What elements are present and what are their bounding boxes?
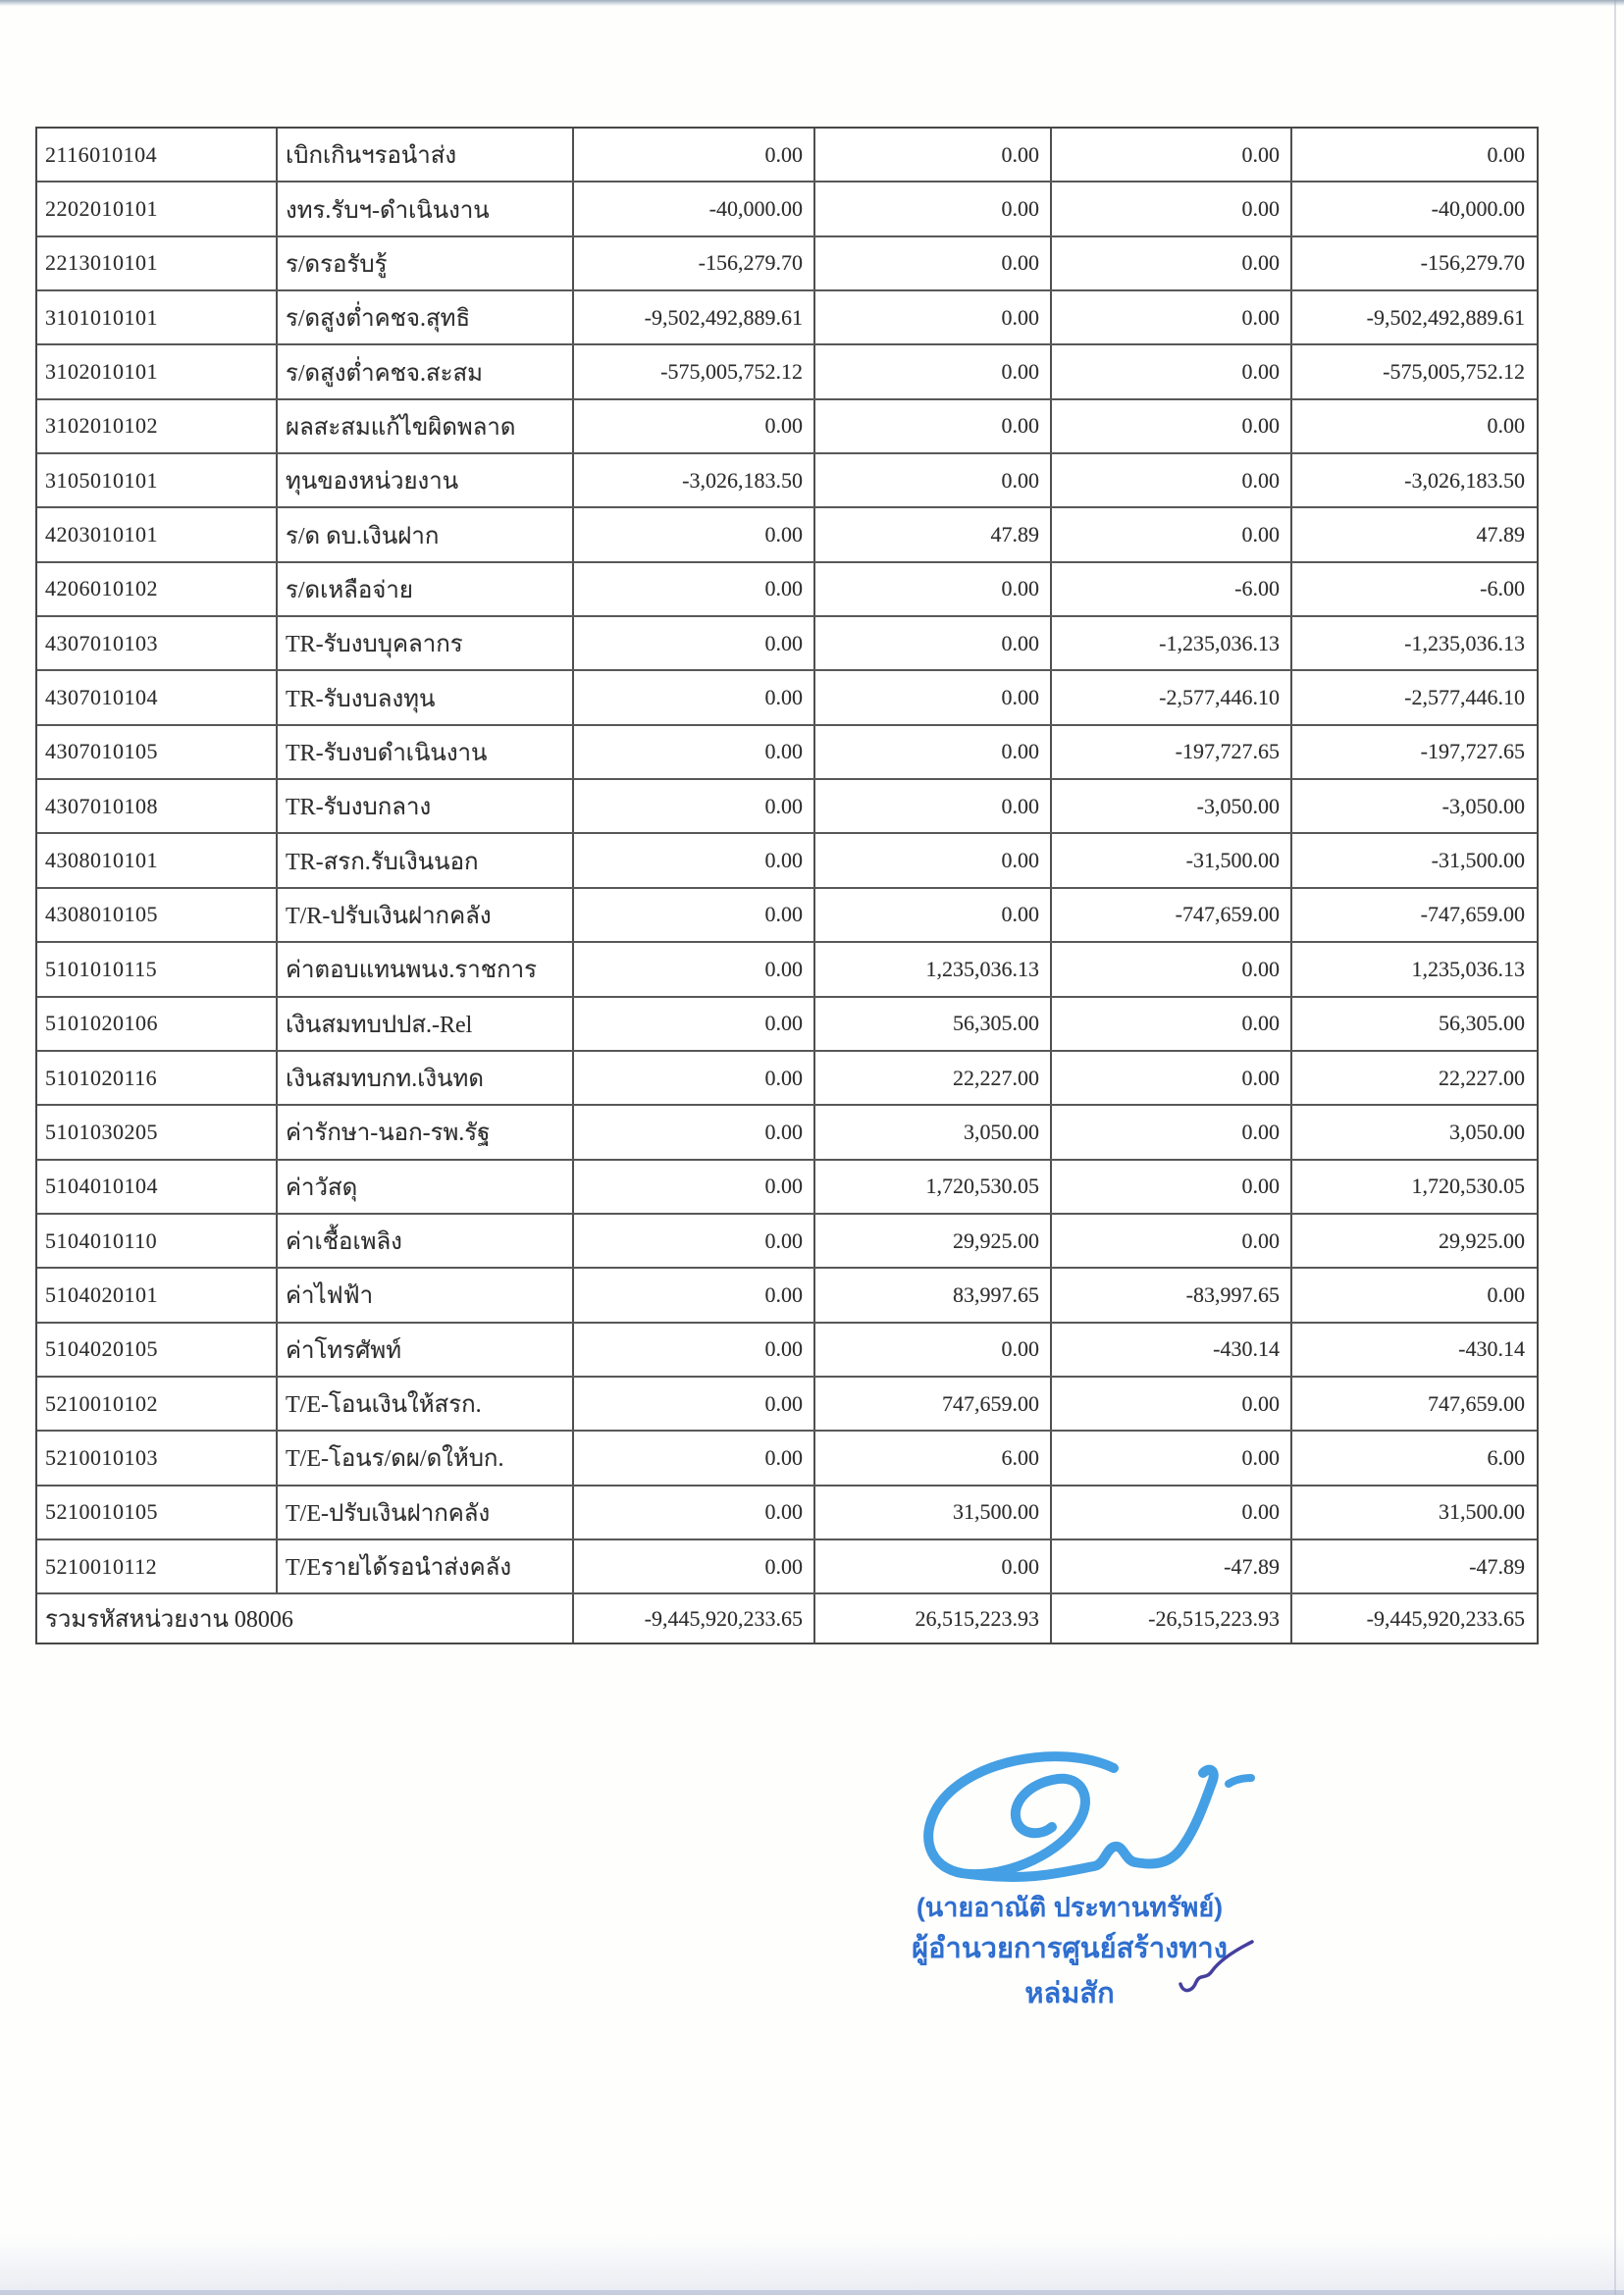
- table-row: [37, 943, 1537, 997]
- amount-cell: 0.00: [1487, 1281, 1525, 1307]
- amount-cell: 0.00: [1052, 454, 1292, 506]
- amount-cell: 0.00: [574, 1052, 815, 1104]
- table-row: [37, 1106, 1537, 1160]
- account-code-cell: 2116010104: [37, 129, 278, 181]
- account-name-cell: ร/ดสูงต่ำคชจ.สุทธิ: [278, 291, 574, 343]
- account-name-cell: ร/ดเหลือจ่าย: [278, 563, 574, 615]
- amount-cell: 747,659.00: [1428, 1390, 1525, 1416]
- account-name-cell: TR-รับงบบุคลากร: [278, 617, 574, 669]
- amount-cell: 0.00: [574, 1540, 815, 1592]
- ledger-table: [35, 127, 1539, 1644]
- amount-cell: 0.00: [1052, 508, 1292, 560]
- account-code-cell: 5101010115: [37, 943, 278, 995]
- amount-cell: -430.14: [1458, 1336, 1525, 1362]
- account-code-cell: 2213010101: [37, 237, 278, 289]
- account-name-cell: TR-สรก.รับเงินนอก: [278, 834, 574, 886]
- amount-cell: 0.00: [815, 726, 1052, 778]
- table-row: [37, 1487, 1537, 1540]
- account-code-cell: 4307010105: [37, 726, 278, 778]
- account-code-cell: 5210010112: [37, 1540, 278, 1592]
- total-row: [37, 1594, 1537, 1643]
- amount-cell: -9,502,492,889.61: [1366, 304, 1525, 330]
- amount-cell: -156,279.70: [574, 237, 815, 289]
- table-row: [37, 291, 1537, 345]
- amount-cell: 0.00: [574, 726, 815, 778]
- total-amount-cell: -26,515,223.93: [1052, 1594, 1292, 1643]
- amount-cell: 0.00: [574, 943, 815, 995]
- amount-cell: 1,720,530.05: [1411, 1174, 1525, 1199]
- amount-cell: -575,005,752.12: [1383, 359, 1525, 385]
- amount-cell: 0.00: [574, 834, 815, 886]
- table-row: [37, 237, 1537, 291]
- scan-right-edge-artifact: [1614, 0, 1616, 2295]
- amount-cell: 0.00: [574, 508, 815, 560]
- amount-cell: 0.00: [574, 1215, 815, 1267]
- account-code-cell: 4307010104: [37, 671, 278, 723]
- amount-cell: -31,500.00: [1431, 848, 1525, 873]
- table-row: [37, 563, 1537, 617]
- account-name-cell: ค่าวัสดุ: [278, 1161, 574, 1213]
- table-row: [37, 780, 1537, 834]
- account-code-cell: 2202010101: [37, 183, 278, 235]
- amount-cell: 0.00: [1052, 1215, 1292, 1267]
- account-name-cell: เงินสมทบปปส.-Rel: [278, 998, 574, 1050]
- account-code-cell: 3102010101: [37, 345, 278, 397]
- amount-cell: 0.00: [574, 1106, 815, 1158]
- amount-cell: -430.14: [1052, 1324, 1292, 1376]
- amount-cell: -3,050.00: [1052, 780, 1292, 832]
- table-row: [37, 508, 1537, 562]
- table-row: [37, 998, 1537, 1052]
- amount-cell: 0.00: [574, 889, 815, 941]
- amount-cell: -2,577,446.10: [1404, 685, 1525, 710]
- amount-cell: -31,500.00: [1052, 834, 1292, 886]
- amount-cell: 0.00: [815, 291, 1052, 343]
- account-name-cell: T/R-ปรับเงินฝากคลัง: [278, 889, 574, 941]
- amount-cell: 0.00: [815, 834, 1052, 886]
- amount-cell: 1,720,530.05: [815, 1161, 1052, 1213]
- table-row: [37, 183, 1537, 236]
- account-code-cell: 5210010102: [37, 1378, 278, 1430]
- account-code-cell: 4308010101: [37, 834, 278, 886]
- account-code-cell: 4206010102: [37, 563, 278, 615]
- amount-cell: -47.89: [1052, 1540, 1292, 1592]
- amount-cell: 0.00: [574, 400, 815, 452]
- account-name-cell: T/E-โอนเงินให้สรก.: [278, 1378, 574, 1430]
- account-code-cell: 5101020116: [37, 1052, 278, 1104]
- amount-cell: 747,659.00: [815, 1378, 1052, 1430]
- table-row: [37, 1378, 1537, 1432]
- amount-cell: 0.00: [574, 1487, 815, 1539]
- amount-cell: 47.89: [815, 508, 1052, 560]
- amount-cell: 0.00: [574, 780, 815, 832]
- account-name-cell: TR-รับงบดำเนินงาน: [278, 726, 574, 778]
- amount-cell: 31,500.00: [1439, 1499, 1525, 1525]
- amount-cell: 0.00: [815, 671, 1052, 723]
- amount-cell: 0.00: [574, 1432, 815, 1484]
- amount-cell: -747,659.00: [1420, 902, 1525, 927]
- account-code-cell: 4308010105: [37, 889, 278, 941]
- amount-cell: -47.89: [1469, 1553, 1525, 1579]
- amount-cell: 0.00: [574, 1324, 815, 1376]
- amount-cell: 1,235,036.13: [1411, 956, 1525, 981]
- amount-cell: 0.00: [1052, 943, 1292, 995]
- account-name-cell: TR-รับงบลงทุน: [278, 671, 574, 723]
- account-code-cell: 4307010108: [37, 780, 278, 832]
- amount-cell: 0.00: [815, 183, 1052, 235]
- amount-cell: 22,227.00: [1439, 1065, 1525, 1090]
- amount-cell: 0.00: [574, 671, 815, 723]
- account-code-cell: 5210010103: [37, 1432, 278, 1484]
- scan-top-edge-artifact: [0, 0, 1624, 6]
- amount-cell: 83,997.65: [815, 1269, 1052, 1321]
- amount-cell: 0.00: [574, 563, 815, 615]
- amount-cell: 0.00: [1052, 129, 1292, 181]
- amount-cell: 0.00: [1052, 1487, 1292, 1539]
- amount-cell: -40,000.00: [1431, 196, 1525, 222]
- amount-cell: 56,305.00: [815, 998, 1052, 1050]
- amount-cell: -2,577,446.10: [1052, 671, 1292, 723]
- amount-cell: 0.00: [1052, 1432, 1292, 1484]
- amount-cell: 6.00: [1487, 1444, 1525, 1470]
- table-row: [37, 1215, 1537, 1269]
- amount-cell: -40,000.00: [574, 183, 815, 235]
- table-row: [37, 1324, 1537, 1378]
- scan-bottom-edge-artifact: [0, 2290, 1624, 2295]
- account-code-cell: 4203010101: [37, 508, 278, 560]
- amount-cell: 0.00: [574, 129, 815, 181]
- amount-cell: 0.00: [815, 780, 1052, 832]
- table-row: [37, 671, 1537, 725]
- account-name-cell: ค่าโทรศัพท์: [278, 1324, 574, 1376]
- table-row: [37, 345, 1537, 399]
- account-code-cell: 5210010105: [37, 1487, 278, 1539]
- account-name-cell: T/Eรายได้รอนำส่งคลัง: [278, 1540, 574, 1592]
- amount-cell: -6.00: [1052, 563, 1292, 615]
- amount-cell: 0.00: [1052, 291, 1292, 343]
- account-name-cell: ทุนของหน่วยงาน: [278, 454, 574, 506]
- table-row: [37, 454, 1537, 508]
- account-code-cell: 3105010101: [37, 454, 278, 506]
- amount-cell: 0.00: [1052, 1106, 1292, 1158]
- amount-cell: 0.00: [815, 129, 1052, 181]
- account-name-cell: งทร.รับฯ-ดำเนินงาน: [278, 183, 574, 235]
- amount-cell: 0.00: [1052, 345, 1292, 397]
- amount-cell: 0.00: [1052, 1161, 1292, 1213]
- table-row: [37, 1432, 1537, 1486]
- signature-scribble-icon: [913, 1747, 1256, 1894]
- amount-cell: 6.00: [815, 1432, 1052, 1484]
- amount-cell: -1,235,036.13: [1052, 617, 1292, 669]
- account-name-cell: ผลสะสมแก้ไขผิดพลาด: [278, 400, 574, 452]
- amount-cell: 0.00: [574, 1269, 815, 1321]
- scan-bottom-band-artifact: [0, 2234, 1624, 2295]
- signer-name: (นายอาณัติ ประทานทรัพย์): [916, 1893, 1224, 1922]
- amount-cell: 29,925.00: [815, 1215, 1052, 1267]
- amount-cell: 3,050.00: [1449, 1119, 1525, 1144]
- amount-cell: 31,500.00: [815, 1487, 1052, 1539]
- account-code-cell: 5104020105: [37, 1324, 278, 1376]
- account-name-cell: ร/ดรอรับรู้: [278, 237, 574, 289]
- amount-cell: -3,050.00: [1441, 793, 1525, 818]
- amount-cell: 0.00: [574, 998, 815, 1050]
- table-row: [37, 129, 1537, 183]
- table-row: [37, 834, 1537, 888]
- account-name-cell: T/E-โอนร/ดผ/ดให้บก.: [278, 1432, 574, 1484]
- amount-cell: 56,305.00: [1439, 1011, 1525, 1036]
- amount-cell: 0.00: [1487, 141, 1525, 167]
- account-code-cell: 5104010110: [37, 1215, 278, 1267]
- amount-cell: 0.00: [1052, 237, 1292, 289]
- account-name-cell: เงินสมทบกท.เงินทด: [278, 1052, 574, 1104]
- amount-cell: 29,925.00: [1439, 1227, 1525, 1253]
- table-row: [37, 1052, 1537, 1106]
- account-name-cell: T/E-ปรับเงินฝากคลัง: [278, 1487, 574, 1539]
- amount-cell: -197,727.65: [1052, 726, 1292, 778]
- signer-title: ผู้อำนวยการศูนย์สร้างทางหล่มสัก: [912, 1933, 1228, 2009]
- total-label-cell: รวมรหัสหน่วยงาน 08006: [37, 1594, 574, 1643]
- amount-cell: -3,026,183.50: [1404, 467, 1525, 493]
- amount-cell: 0.00: [815, 563, 1052, 615]
- amount-cell: 0.00: [815, 345, 1052, 397]
- amount-cell: -747,659.00: [1052, 889, 1292, 941]
- amount-cell: 0.00: [815, 1324, 1052, 1376]
- account-name-cell: ค่าตอบแทนพนง.ราชการ: [278, 943, 574, 995]
- amount-cell: -575,005,752.12: [574, 345, 815, 397]
- account-name-cell: ร/ด ดบ.เงินฝาก: [278, 508, 574, 560]
- account-code-cell: 3101010101: [37, 291, 278, 343]
- signature-block: [864, 1737, 1295, 2011]
- amount-cell: 22,227.00: [815, 1052, 1052, 1104]
- account-name-cell: เบิกเกินฯรอนำส่ง: [278, 129, 574, 181]
- amount-cell: -9,502,492,889.61: [574, 291, 815, 343]
- amount-cell: 0.00: [1052, 1378, 1292, 1430]
- amount-cell: 0.00: [1052, 998, 1292, 1050]
- table-row: [37, 617, 1537, 671]
- total-amount-cell: 26,515,223.93: [815, 1594, 1052, 1643]
- amount-cell: 0.00: [574, 1161, 815, 1213]
- amount-cell: 1,235,036.13: [815, 943, 1052, 995]
- amount-cell: 0.00: [1052, 1052, 1292, 1104]
- amount-cell: 0.00: [815, 237, 1052, 289]
- amount-cell: 0.00: [1052, 183, 1292, 235]
- amount-cell: 0.00: [574, 1378, 815, 1430]
- amount-cell: 3,050.00: [815, 1106, 1052, 1158]
- table-row: [37, 400, 1537, 454]
- amount-cell: 0.00: [815, 617, 1052, 669]
- amount-cell: 0.00: [1487, 413, 1525, 439]
- account-code-cell: 3102010102: [37, 400, 278, 452]
- amount-cell: -156,279.70: [1420, 250, 1525, 276]
- account-code-cell: 5104010104: [37, 1161, 278, 1213]
- total-amount-cell: -9,445,920,233.65: [1366, 1605, 1525, 1631]
- amount-cell: -1,235,036.13: [1404, 630, 1525, 655]
- total-amount-cell: -9,445,920,233.65: [574, 1594, 815, 1643]
- amount-cell: 0.00: [815, 454, 1052, 506]
- account-name-cell: ค่าเชื้อเพลิง: [278, 1215, 574, 1267]
- amount-cell: -3,026,183.50: [574, 454, 815, 506]
- amount-cell: 0.00: [815, 889, 1052, 941]
- table-row: [37, 1161, 1537, 1215]
- amount-cell: 0.00: [815, 1540, 1052, 1592]
- amount-cell: 47.89: [1476, 522, 1525, 548]
- account-name-cell: TR-รับงบกลาง: [278, 780, 574, 832]
- account-name-cell: ร/ดสูงต่ำคชจ.สะสม: [278, 345, 574, 397]
- account-code-cell: 5104020101: [37, 1269, 278, 1321]
- amount-cell: -83,997.65: [1052, 1269, 1292, 1321]
- account-code-cell: 4307010103: [37, 617, 278, 669]
- amount-cell: 0.00: [574, 617, 815, 669]
- amount-cell: -197,727.65: [1420, 739, 1525, 764]
- table-row: [37, 726, 1537, 780]
- account-name-cell: ค่ารักษา-นอก-รพ.รัฐ: [278, 1106, 574, 1158]
- amount-cell: 0.00: [815, 400, 1052, 452]
- table-row: [37, 889, 1537, 943]
- account-code-cell: 5101030205: [37, 1106, 278, 1158]
- table-row: [37, 1540, 1537, 1594]
- amount-cell: -6.00: [1480, 576, 1525, 601]
- account-code-cell: 5101020106: [37, 998, 278, 1050]
- account-name-cell: ค่าไฟฟ้า: [278, 1269, 574, 1321]
- signature-flourish-icon: [1176, 1938, 1258, 1999]
- table-row: [37, 1269, 1537, 1323]
- amount-cell: 0.00: [1052, 400, 1292, 452]
